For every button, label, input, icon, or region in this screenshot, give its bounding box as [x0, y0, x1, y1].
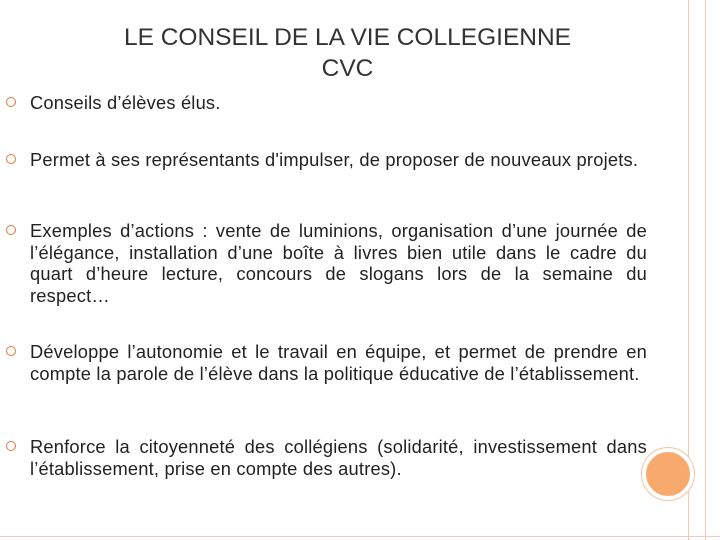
list-item: [30, 92, 647, 114]
list-item: [30, 341, 647, 384]
circle-bullet-icon: [6, 346, 16, 356]
bullet-text: Conseils d’élèves élus.: [30, 92, 221, 113]
slide-title: [60, 22, 635, 84]
decorative-bottom-line: [0, 536, 720, 537]
circle-bullet-icon: [6, 441, 16, 451]
list-item: [30, 436, 647, 479]
circle-bullet-icon: [6, 225, 16, 235]
title-line-2: CVC: [321, 55, 374, 82]
decorative-border-line: [705, 0, 706, 540]
bullet-text: Exemples d’actions : vente de luminions, organisation d’une journée de l’élégance, installation d’une boîte à livres bien utile dans le cadre du quart d’heure lecture, concours de slogans lors de la semaine du respect…: [30, 220, 647, 306]
bullet-text: Développe l’autonomie et le travail en équipe, et permet de prendre en compte la parole de l’élève dans la politique éducative de l’établissement.: [30, 341, 647, 384]
circle-bullet-icon: [6, 97, 16, 107]
bullet-text: Permet à ses représentants d'impulser, de proposer de nouveaux projets.: [30, 149, 639, 170]
accent-circle-icon: [642, 448, 694, 500]
list-item: [30, 220, 647, 306]
bullet-text: Renforce la citoyenneté des collégiens (solidarité, investissement dans l’établissement, prise en compte des autres).: [30, 436, 647, 479]
title-line-1: LE CONSEIL DE LA VIE COLLEGIENNE: [123, 24, 572, 51]
list-item: [30, 149, 647, 171]
circle-bullet-icon: [6, 154, 16, 164]
